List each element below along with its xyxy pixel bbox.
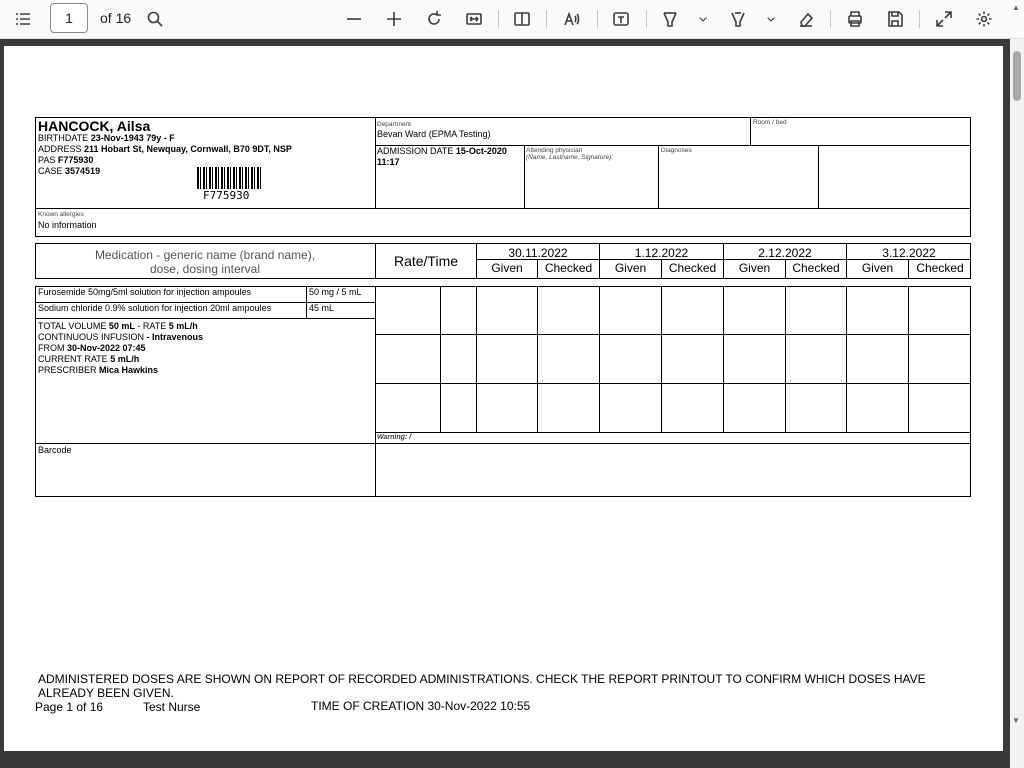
prescriber-row: PRESCRIBER Mica Hawkins <box>38 365 159 375</box>
toolbar-divider <box>919 10 920 28</box>
barcode-label: Barcode <box>38 445 72 455</box>
given-header: Given <box>491 261 523 275</box>
chevron-down-icon[interactable] <box>762 8 780 30</box>
case-row: CASE 3574519 <box>38 166 101 176</box>
document-viewer <box>0 39 1010 768</box>
text-box-icon[interactable] <box>610 8 632 30</box>
two-page-icon[interactable] <box>511 8 533 30</box>
scroll-up-arrow-icon[interactable]: ▲ <box>1012 3 1020 12</box>
fullscreen-icon[interactable] <box>933 8 955 30</box>
rate-time-header: Rate/Time <box>393 253 459 269</box>
vertical-scrollbar[interactable] <box>1010 39 1024 768</box>
patient-header-box <box>35 117 971 209</box>
print-icon[interactable] <box>844 8 866 30</box>
checked-header: Checked <box>668 261 717 275</box>
attending-label: Attending physician <box>526 147 583 154</box>
infusion-row: CONTINUOUS INFUSION - Intravenous <box>38 332 204 342</box>
room-bed-label: Room / bed <box>753 119 787 126</box>
medication-item-dose: 50 mg / 5 mL <box>309 287 362 297</box>
department-label: Department <box>377 121 411 128</box>
address-row: ADDRESS 211 Hobart St, Newquay, Cornwall, B70 9DT, NSP <box>38 144 292 154</box>
barcode-text: F775930 <box>203 189 250 202</box>
date-header: 3.12.2022 <box>882 246 936 260</box>
pdf-toolbar <box>0 0 1024 39</box>
highlight-icon[interactable] <box>659 8 681 30</box>
birthdate-row: BIRTHDATE 23-Nov-1943 79y - F <box>38 133 175 143</box>
patient-barcode <box>197 167 261 189</box>
read-aloud-icon[interactable] <box>561 8 583 30</box>
search-icon[interactable] <box>144 8 166 30</box>
rotate-icon[interactable] <box>423 8 445 30</box>
footer-page-label: Page 1 of 16 <box>35 700 104 714</box>
toolbar-divider <box>646 10 647 28</box>
medication-header-line2: dose, dosing interval <box>149 262 261 276</box>
date-header: 2.12.2022 <box>758 246 812 260</box>
settings-icon[interactable] <box>973 8 995 30</box>
list-icon[interactable] <box>12 8 34 30</box>
allergies-box <box>35 208 971 237</box>
from-row: FROM 30-Nov-2022 07:45 <box>38 343 146 353</box>
scroll-down-arrow-icon[interactable]: ▼ <box>1012 716 1020 725</box>
toolbar-divider <box>830 10 831 28</box>
footer-notice-line2: ALREADY BEEN GIVEN. <box>38 686 174 700</box>
checked-header: Checked <box>792 261 840 275</box>
pas-row: PAS F775930 <box>38 155 94 165</box>
department-value: Bevan Ward (EPMA Testing) <box>377 129 491 139</box>
allergies-label: Known allergies <box>38 211 84 218</box>
date-header: 1.12.2022 <box>634 246 689 260</box>
medication-header-line1: Medication - generic name (brand name), <box>94 248 316 262</box>
checked-header: Checked <box>916 261 964 275</box>
date-header: 30.11.2022 <box>508 246 568 260</box>
toolbar-divider <box>546 10 547 28</box>
toolbar-divider <box>597 10 598 28</box>
chevron-down-icon[interactable] <box>694 8 712 30</box>
medication-item-name: Furosemide 50mg/5ml solution for injection ampoules <box>38 287 252 297</box>
document-page <box>4 46 1003 751</box>
zoom-out-icon[interactable] <box>343 8 365 30</box>
medication-item-name: Sodium chloride 0.9% solution for injection 20ml ampoules <box>38 303 272 313</box>
footer-user: Test Nurse <box>143 700 201 714</box>
save-icon[interactable] <box>884 8 906 30</box>
admission-time: 11:17 <box>377 157 400 167</box>
footer-notice-line1: ADMINISTERED DOSES ARE SHOWN ON REPORT OF RECORDED ADMINISTRATIONS. CHECK THE REPORT PRINTOUT TO CONFIRM WHICH DOSES HAVE <box>38 672 926 686</box>
patient-name: HANCOCK, Ailsa <box>38 118 151 134</box>
page-total-label: of 16 <box>100 10 132 26</box>
toolbar-divider <box>498 10 499 28</box>
given-header: Given <box>861 261 894 275</box>
scrollbar-thumb[interactable] <box>1013 51 1021 101</box>
given-header: Given <box>738 261 771 275</box>
footer-creation-time: TIME OF CREATION 30-Nov-2022 10:55 <box>311 699 531 713</box>
medication-item-dose: 45 mL <box>309 303 335 313</box>
eraser-icon[interactable] <box>795 8 817 30</box>
checked-header: Checked <box>544 261 593 275</box>
diagnoses-label: Diagnoses <box>661 147 692 154</box>
allergies-value: No information <box>38 220 97 230</box>
admission-date: ADMISSION DATE 15-Oct-2020 <box>377 146 507 156</box>
current-rate-row: CURRENT RATE 5 mL/h <box>38 354 140 364</box>
page-number-input[interactable]: 1 <box>50 3 88 33</box>
fit-width-icon[interactable] <box>463 8 485 30</box>
warning-label: Warning: / <box>377 434 412 441</box>
given-header: Given <box>614 261 647 275</box>
attending-sublabel: (Name, Lastname, Signature): <box>526 154 614 161</box>
total-volume-row: TOTAL VOLUME 50 mL - RATE 5 mL/h <box>38 321 198 331</box>
draw-icon[interactable] <box>727 8 749 30</box>
zoom-in-icon[interactable] <box>383 8 405 30</box>
